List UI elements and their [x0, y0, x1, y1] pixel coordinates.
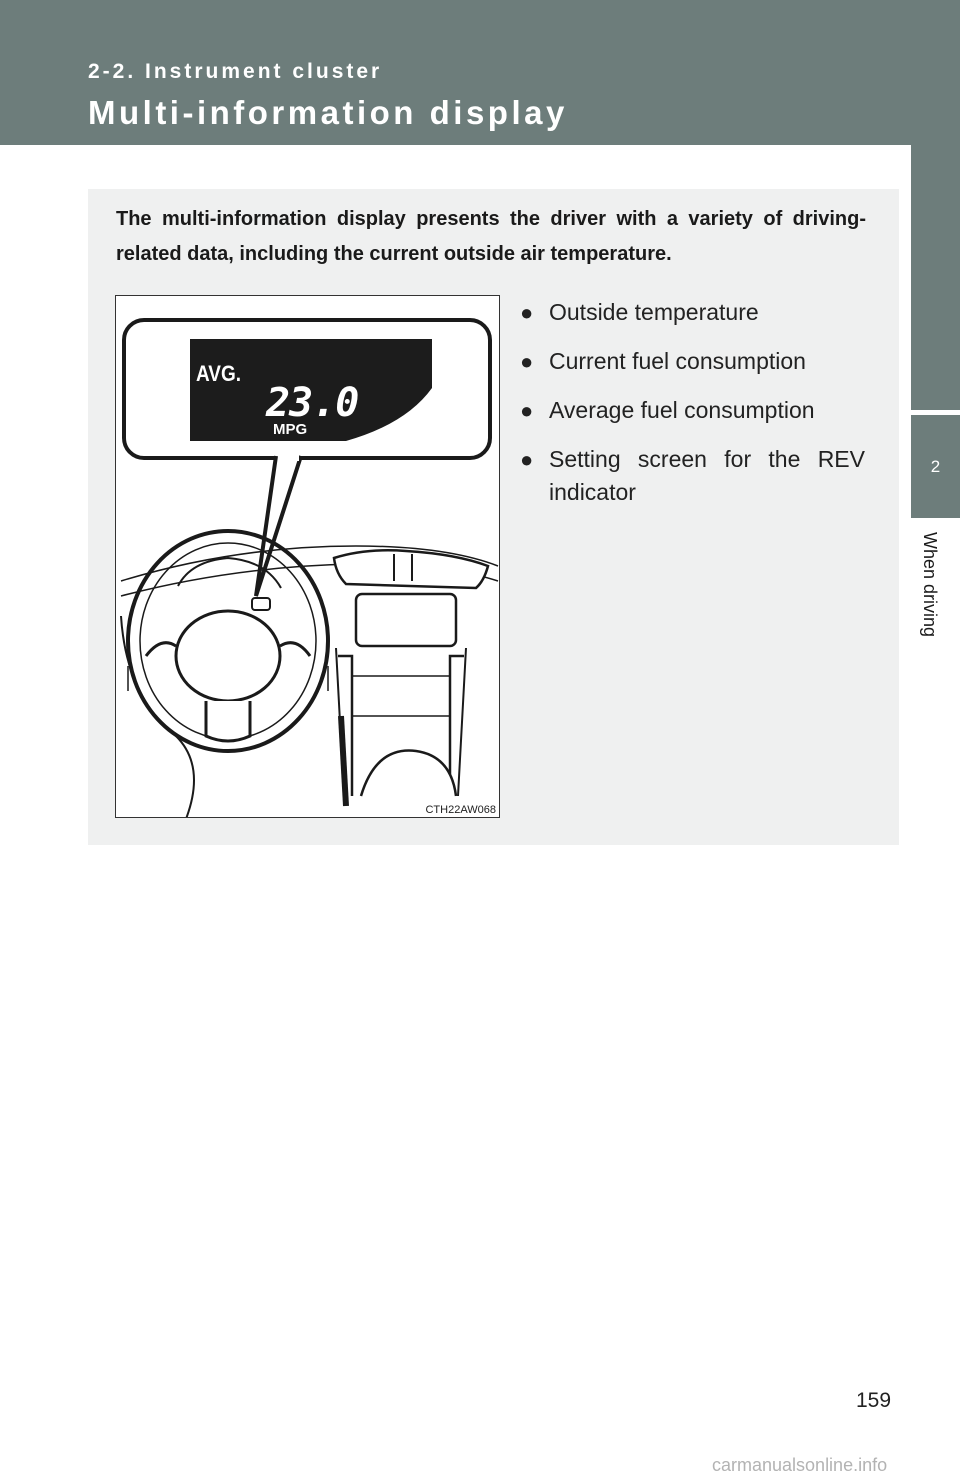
figure-code: CTH22AW068 — [425, 804, 496, 816]
display-value: 23.0 — [266, 380, 359, 426]
list-item-text: Setting screen for the REV indicator — [549, 446, 865, 505]
list-item — [520, 394, 865, 427]
chapter-tab-label: When driving — [920, 532, 940, 638]
list-item-text: Outside temperature — [549, 299, 759, 325]
display-unit: MPG — [273, 421, 308, 438]
list-item-text: Average fuel consumption — [549, 397, 815, 423]
chapter-tab-number[interactable]: 2 — [911, 415, 960, 518]
display-mode-label: AVG. — [196, 362, 242, 387]
page-number: 159 — [856, 1389, 892, 1412]
list-item-text: Current fuel consumption — [549, 348, 806, 374]
page-title: Multi-information display — [88, 94, 568, 131]
list-item — [520, 443, 865, 509]
side-tab-strip — [911, 145, 960, 410]
bullet-icon: ● — [520, 447, 534, 472]
dashboard-drawing — [116, 296, 500, 818]
bullet-list — [520, 296, 865, 525]
page-header — [0, 0, 960, 145]
list-item — [520, 345, 865, 378]
list-item — [520, 296, 865, 329]
intro-paragraph: The multi-information display presents the driver with a variety of driving-related data, including the current outside air temperature. — [116, 208, 866, 265]
section-label: 2-2. Instrument cluster — [88, 60, 383, 83]
dashboard-illustration — [115, 295, 500, 818]
bullet-icon: ● — [520, 300, 534, 325]
bullet-icon: ● — [520, 398, 534, 423]
bullet-icon: ● — [520, 349, 534, 374]
watermark-link[interactable]: carmanualsonline.info — [712, 1455, 888, 1475]
